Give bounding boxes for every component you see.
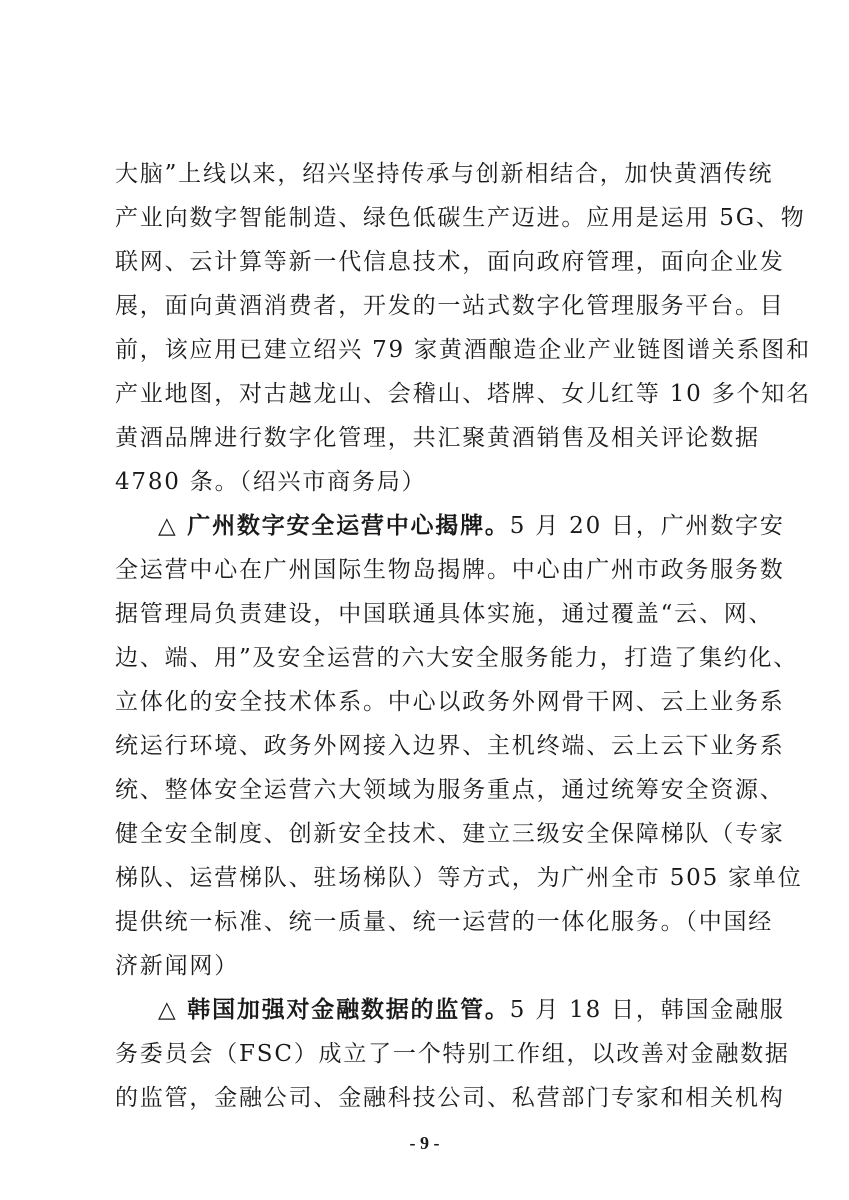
page-number: - 9 - — [409, 1133, 440, 1153]
body-text-line: 济新闻网） — [115, 953, 239, 979]
body-text-line: 黄酒品牌进行数字化管理，共汇聚黄酒销售及相关评论数据 — [115, 425, 760, 451]
news-item-lead: 5 月 18 日，韩国金融服 — [509, 997, 785, 1023]
news-item-lead: 5 月 20 日，广州数字安 — [509, 513, 785, 539]
body-text-line: 立体化的安全技术体系。中心以政务外网骨干网、云上业务系 — [115, 689, 785, 715]
news-item-heading: △ 韩国加强对金融数据的监管。 — [158, 996, 510, 1023]
news-item-heading: △ 广州数字安全运营中心揭牌。 — [158, 512, 510, 539]
body-text-line: 产业地图，对古越龙山、会稽山、塔牌、女儿红等 10 多个知名 — [115, 381, 811, 407]
body-text-line: 产业向数字智能制造、绿色低碳生产迈进。应用是运用 5G、物 — [115, 205, 806, 231]
body-text-line: 前，该应用已建立绍兴 79 家黄酒酿造企业产业链图谱关系图和 — [115, 337, 811, 363]
body-text-line: 提供统一标准、统一质量、统一运营的一体化服务。（中国经 — [115, 909, 774, 935]
body-text-line: 边、端、用”及安全运营的六大安全服务能力，打造了集约化、 — [115, 645, 799, 671]
body-text-line: 4780 条。（绍兴市商务局） — [115, 469, 427, 495]
body-text-line: 的监管，金融公司、金融科技公司、私营部门专家和相关机构 — [115, 1085, 785, 1111]
body-text-line: 务委员会（FSC）成立了一个特别工作组，以改善对金融数据 — [115, 1041, 790, 1067]
body-text-line: 统、整体安全运营六大领域为服务重点，通过统筹安全资源、 — [115, 777, 785, 803]
body-text-line: 健全安全制度、创新安全技术、建立三级安全保障梯队（专家 — [115, 821, 785, 847]
news-item-first-line — [158, 988, 785, 1032]
news-item-first-line — [158, 504, 785, 548]
body-text-line: 展，面向黄酒消费者，开发的一站式数字化管理服务平台。目 — [115, 293, 785, 319]
body-text-line: 梯队、运营梯队、驻场梯队）等方式，为广州全市 505 家单位 — [115, 865, 803, 891]
body-text-line: 据管理局负责建设，中国联通具体实施，通过覆盖“云、网、 — [115, 601, 774, 627]
body-text-line: 全运营中心在广州国际生物岛揭牌。中心由广州市政务服务数 — [115, 557, 785, 583]
body-text-line: 联网、云计算等新一代信息技术，面向政府管理，面向企业发 — [115, 249, 785, 275]
body-text-line: 大脑”上线以来，绍兴坚持传承与创新相结合，加快黄酒传统 — [115, 161, 774, 187]
body-text-line: 统运行环境、政务外网接入边界、主机终端、云上云下业务系 — [115, 733, 785, 759]
